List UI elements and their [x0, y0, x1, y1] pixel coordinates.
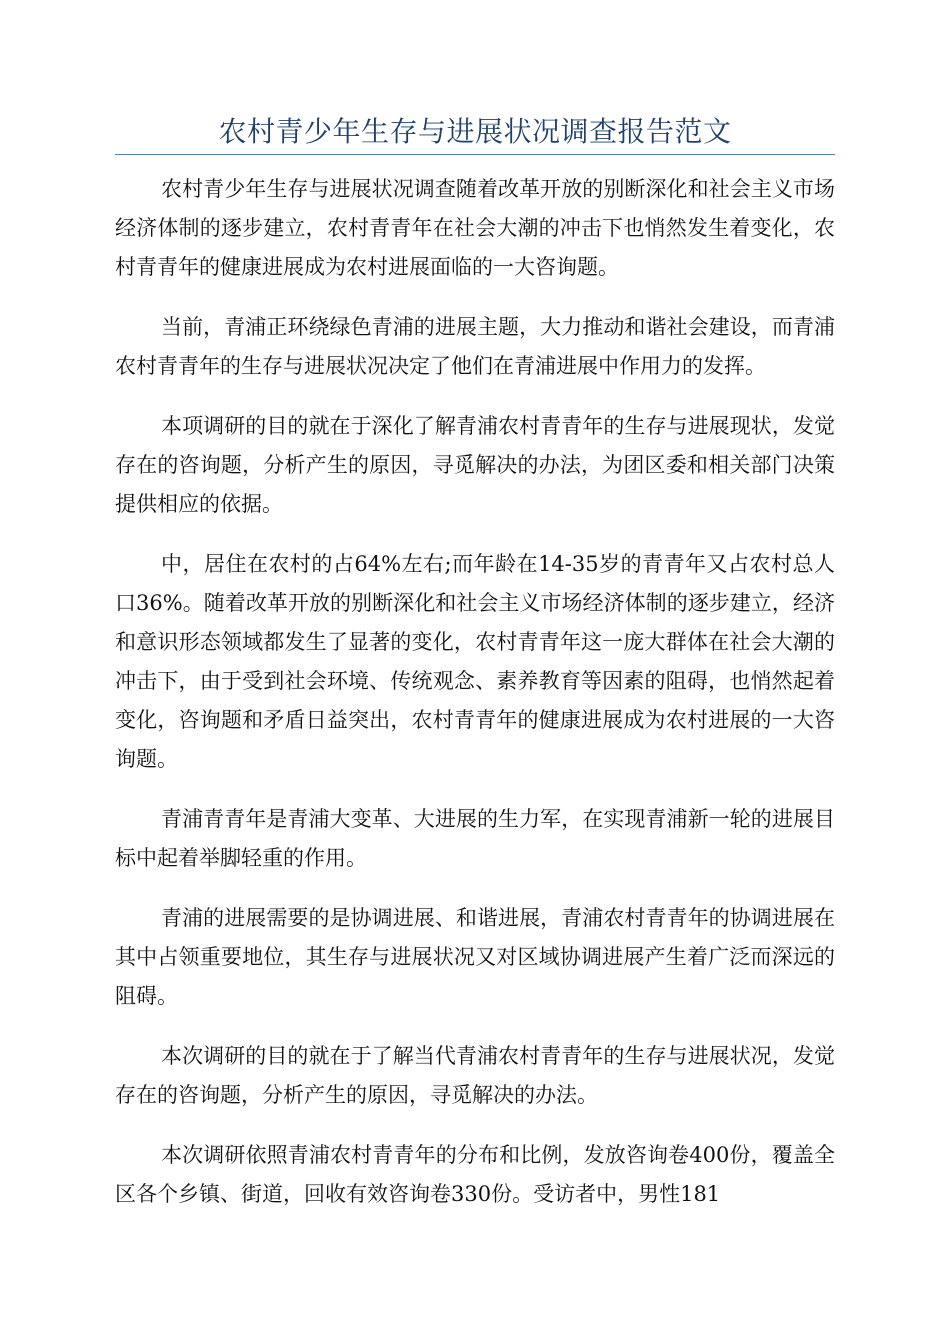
paragraph-6: 青浦的进展需要的是协调进展、和谐进展，青浦农村青青年的协调进展在其中占领重要地位，其生存与进展状况又对区域协调进展产生着广泛而深远的阻碍。: [115, 906, 835, 1008]
title-underline: [115, 154, 835, 155]
document-body: [115, 170, 835, 1235]
paragraph-3: 本项调研的目的就在于深化了解青浦农村青青年的生存与进展现状，发觉存在的咨询题，分析产生的原因，寻觅解决的办法，为团区委和相关部门决策提供相应的依据。: [115, 414, 835, 516]
paragraph-5: 青浦青青年是青浦大变革、大进展的生力军，在实现青浦新一轮的进展目标中起着举脚轻重的作用。: [115, 807, 835, 870]
document-title: 农村青少年生存与进展状况调查报告范文: [218, 115, 732, 148]
paragraph-1: 农村青少年生存与进展状况调查随着改革开放的别断深化和社会主义市场经济体制的逐步建立，农村青青年在社会大潮的冲击下也悄然发生着变化，农村青青年的健康进展成为农村进展面临的一大咨询题。: [115, 177, 835, 279]
paragraph-7: 本次调研的目的就在于了解当代青浦农村青青年的生存与进展状况，发觉存在的咨询题，分析产生的原因，寻觅解决的办法。: [115, 1044, 835, 1107]
paragraph-8: 本次调研依照青浦农村青青年的分布和比例，发放咨询卷400份，覆盖全区各个乡镇、街道，回收有效咨询卷330份。受访者中，男性181: [115, 1143, 835, 1206]
paragraph-4: 中，居住在农村的占64%左右;而年龄在14-35岁的青青年又占农村总人口36%。随着改革开放的别断深化和社会主义市场经济体制的逐步建立，经济和意识形态领域都发生了显著的变化，农村青青年这一庞大群体在社会大潮的冲击下，由于受到社会环境、传统观念、素养教育等因素的阻碍，也悄然起着变化，咨询题和矛盾日益突出，农村青青年的健康进展成为农村进展的一大咨询题。: [115, 552, 835, 771]
paragraph-2: 当前，青浦正环绕绿色青浦的进展主题，大力推动和谐社会建设，而青浦农村青青年的生存与进展状况决定了他们在青浦进展中作用力的发挥。: [115, 315, 835, 378]
